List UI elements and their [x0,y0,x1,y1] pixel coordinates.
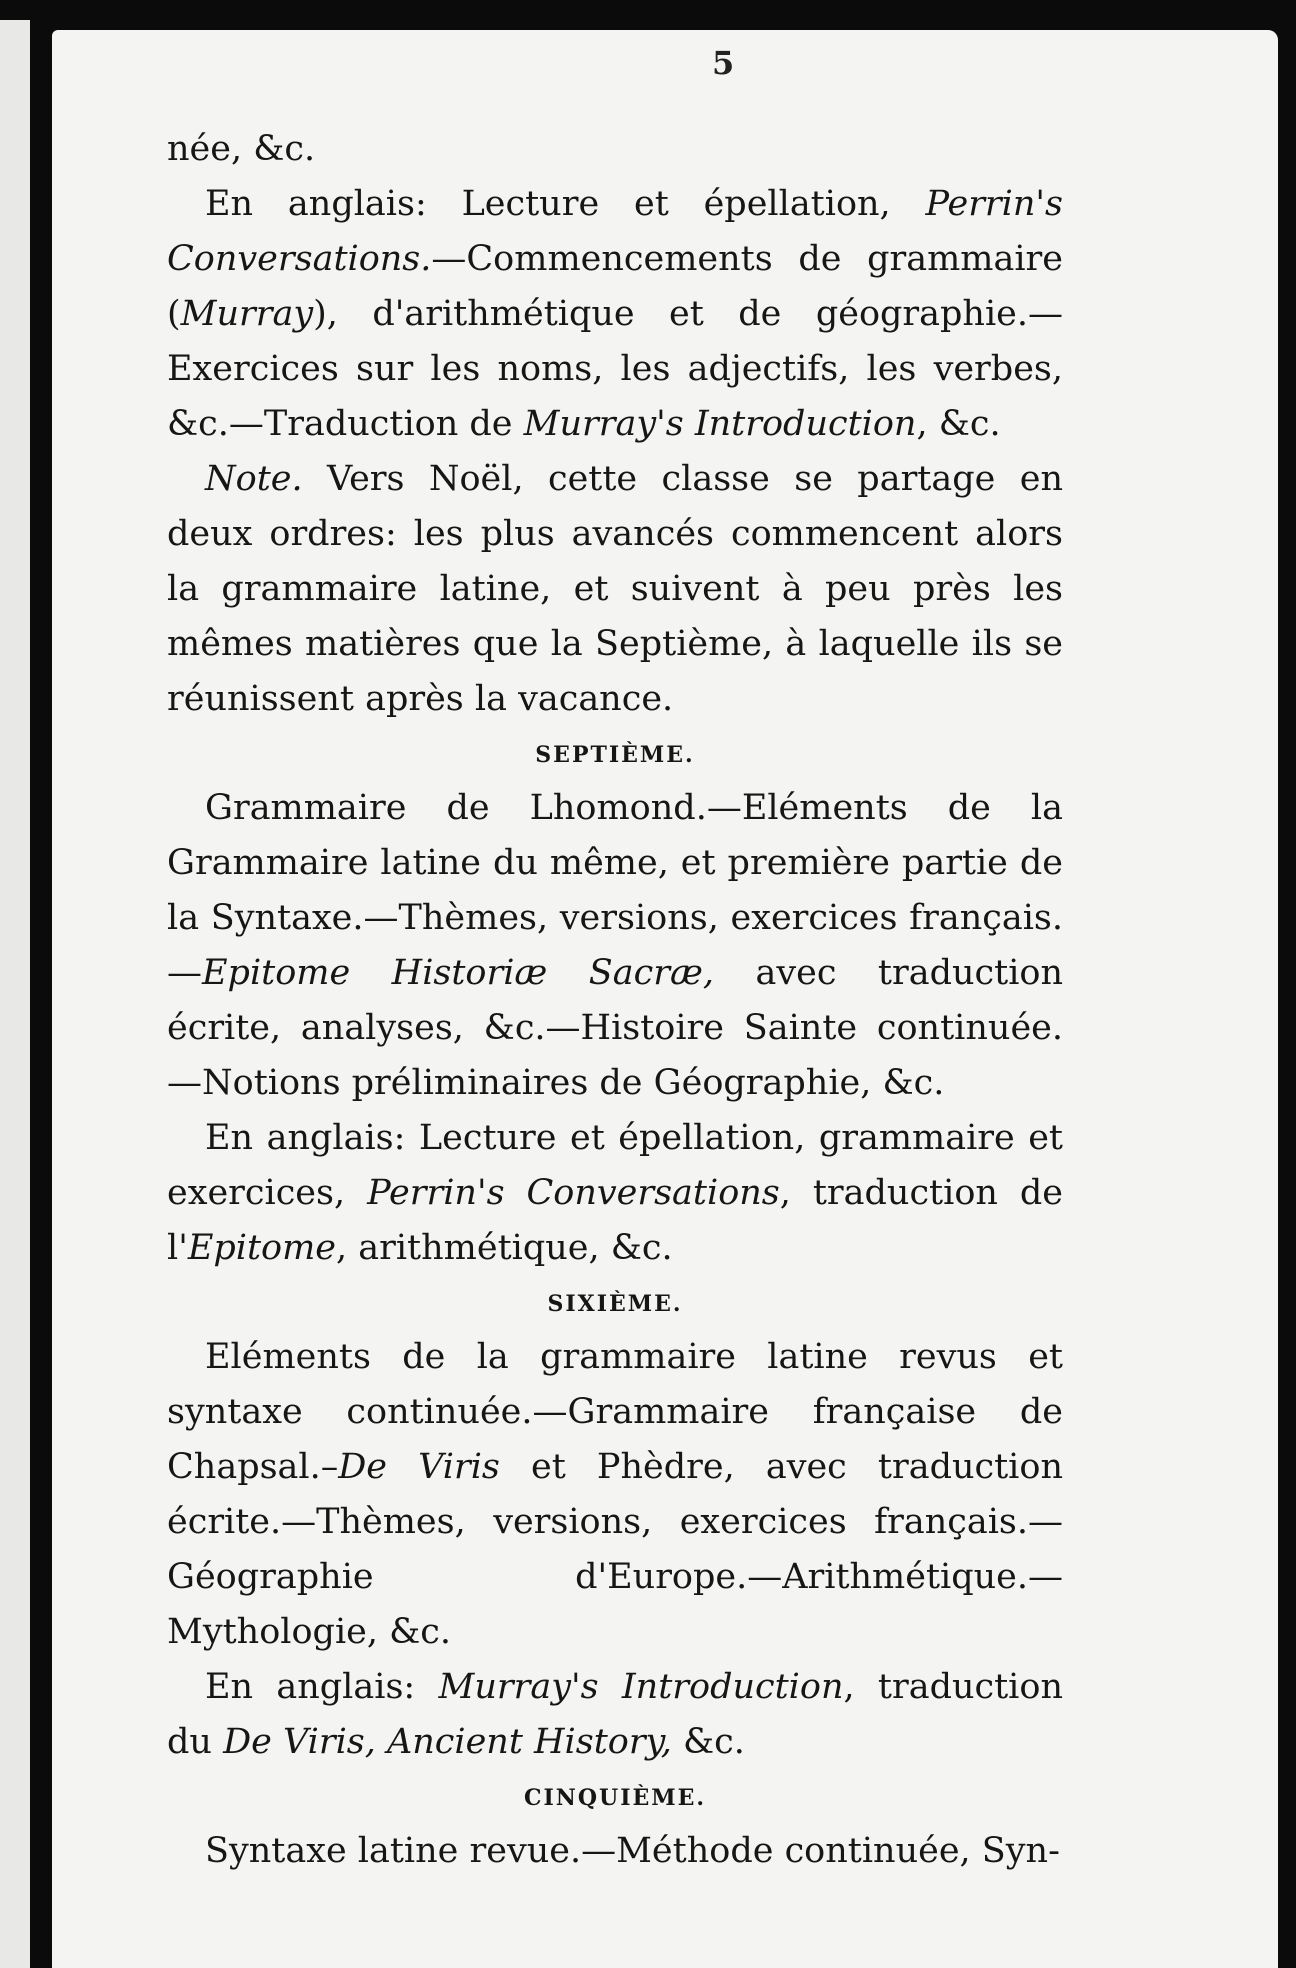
italic-text: Epitome [187,1228,337,1268]
text-run: née, &c. [167,129,316,169]
page-number: 5 [712,44,735,82]
text-run: En anglais: [205,1667,439,1707]
text-run: avec traduction écrite, analyses, &c.—Histoire Sainte continuée.—Notions préliminaires de Géographie, &c. [167,953,1063,1103]
section-heading: SEPTIÈME. [535,742,695,768]
paragraph [167,781,1063,1111]
text-run: , arithmétique, &c. [336,1228,673,1268]
italic-text: Murray's Introduction [523,404,917,444]
adjacent-page-edge [0,20,30,1968]
text-run: , &c. [916,404,1001,444]
paragraph [167,1330,1063,1660]
text-run: Syntaxe latine revue.—Méthode continuée, Syn- [205,1831,1060,1871]
text-run: , traduction du [167,1667,1063,1762]
text-run: En anglais: Lecture et épellation, grammaire et exercices, [167,1118,1063,1213]
text-run: et Phèdre, avec traduction écrite.—Thèmes, versions, exercices français.—Géographie d'Europe.—Arithmétique.—Mythologie, &c. [167,1447,1063,1652]
text-run: Grammaire de Lhomond.—Eléments de la Grammaire latine du même, et première partie de la Syntaxe.—Thèmes, versions, exercices français.— [167,788,1063,993]
text-body [167,122,1063,1879]
paragraph [167,1660,1063,1770]
italic-text: Murray [180,294,314,334]
italic-text: Perrin's Conversations [367,1173,780,1213]
text-run: Eléments de la grammaire latine revus et syntaxe continuée.—Grammaire française de Chapsal.– [167,1337,1063,1487]
text-run: Vers Noël, cette classe se partage en deux ordres: les plus avancés commencent alors la grammaire latine, et suivent à peu près les mêmes matières que la Septième, à laquelle ils se réunissent après la vacance. [167,459,1063,719]
italic-text: Epitome Historiæ Sacræ, [202,953,714,993]
section-heading: CINQUIÈME. [523,1785,707,1811]
paragraph [167,122,1063,177]
book-page [52,30,1278,1968]
paragraph [167,1111,1063,1276]
text-run: &c. [671,1722,745,1762]
text-run: , traduction de l' [167,1173,1064,1268]
paragraph [167,452,1063,727]
italic-text: Note. [205,459,303,499]
text-run: En anglais: Lecture et épellation, [205,184,926,224]
paragraph [167,177,1063,452]
text-run: —Commencements de grammaire ( [167,239,1063,334]
italic-text: Perrin's Conversations. [167,184,1063,279]
text-run: ), d'arithmétique et de géographie.—Exercices sur les noms, les adjectifs, les verbes, &c.—Traduction de [167,294,1063,444]
italic-text: Murray's Introduction [438,1667,844,1707]
italic-text: De Viris, Ancient History, [223,1722,672,1762]
italic-text: De Viris [338,1447,500,1487]
paragraph [167,1824,1063,1879]
section-heading: SIXIÈME. [547,1291,683,1317]
